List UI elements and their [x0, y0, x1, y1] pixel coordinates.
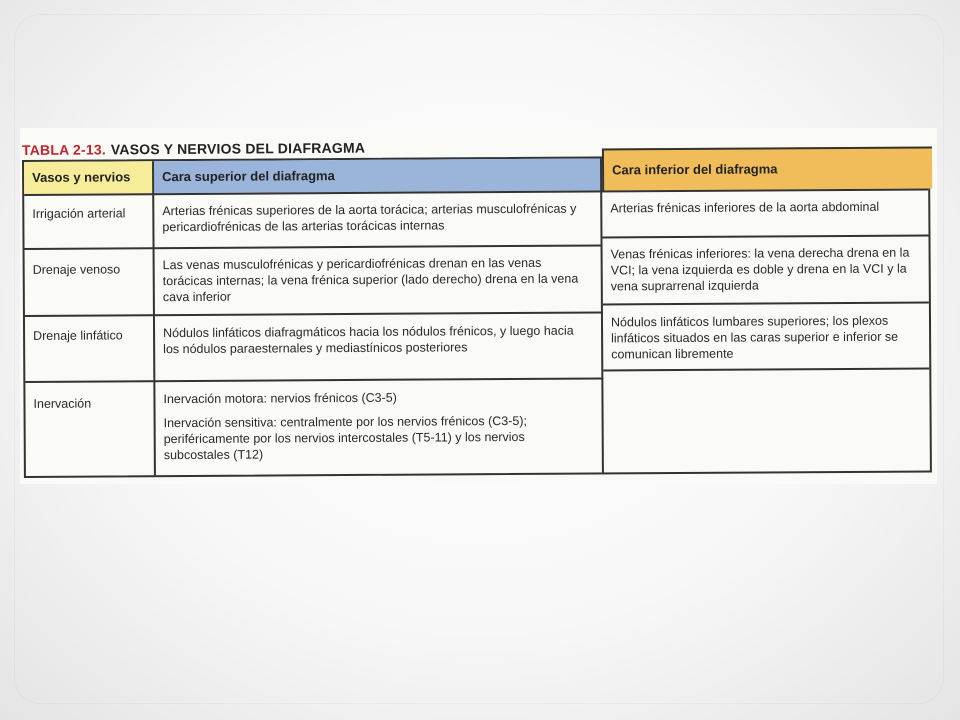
- cell-irrigacion-superior: Arterias frénicas superiores de la aorta torácica; arterias musculofrénicas y pericardiofrénicas de las arterias torácicas internas: [162, 201, 577, 235]
- header-vasos-nervios: Vasos y nervios: [24, 161, 154, 194]
- inervacion-motora: Inervación motora: nervios frénicos (C3-5): [163, 390, 397, 407]
- row-divider: [603, 367, 929, 371]
- cell-inervacion-inferior: [603, 378, 933, 380]
- cell-inervacion-superior: [155, 388, 601, 471]
- cell-venoso-inferior: Venas frénicas inferiores: la vena derecha drena en la VCI; la vena izquierda es doble y drena en la VCI y la vena suprarrenal izquierda: [610, 245, 910, 294]
- cell-irrigacion-inferior: Arterias frénicas inferiores de la aorta abdominal: [610, 199, 880, 216]
- row-divider: [25, 244, 603, 250]
- row-divider: [602, 234, 928, 238]
- vessels-nerves-table: [22, 154, 932, 478]
- row-divider: [603, 301, 929, 305]
- table-figure: [20, 128, 937, 484]
- row-divider: [25, 311, 603, 317]
- row-divider: [25, 377, 603, 383]
- row-label-inervacion: Inervación: [33, 396, 92, 411]
- row-label-linfatico: Drenaje linfático: [33, 328, 123, 343]
- header-cara-superior: Cara superior del diafragma: [154, 158, 602, 193]
- cell-linfatico-superior: Nódulos linfáticos diafragmáticos hacia los nódulos frénicos, y luego hacia los nódulos paraesternales y mediastínicos posteriores: [163, 323, 574, 357]
- row-label-irrigacion: Irrigación arterial: [32, 206, 126, 221]
- header-cara-inferior: Cara inferior del diafragma: [602, 146, 932, 190]
- table-number: TABLA 2-13.: [21, 141, 106, 158]
- inervacion-sensitiva: Inervación sensitiva: centralmente por los nervios frénicos (C3-5); periféricamente por los nervios intercostales (T5-11) y los nervios subcostales (T12): [163, 413, 528, 463]
- cell-venoso-superior: Las venas musculofrénicas y pericardiofrénicas drenan en las venas torácicas internas; la vena frénica superior (lado derecho) drena en la vena cava inferior: [162, 255, 579, 305]
- row-label-venoso: Drenaje venoso: [32, 262, 121, 277]
- cell-linfatico-inferior: Nódulos linfáticos lumbares superiores; los plexos linfáticos situados en las caras superior e inferior se comunican libremente: [610, 313, 899, 362]
- table-title: [22, 140, 365, 158]
- table-heading: VASOS Y NERVIOS DEL DIAFRAGMA: [110, 139, 366, 158]
